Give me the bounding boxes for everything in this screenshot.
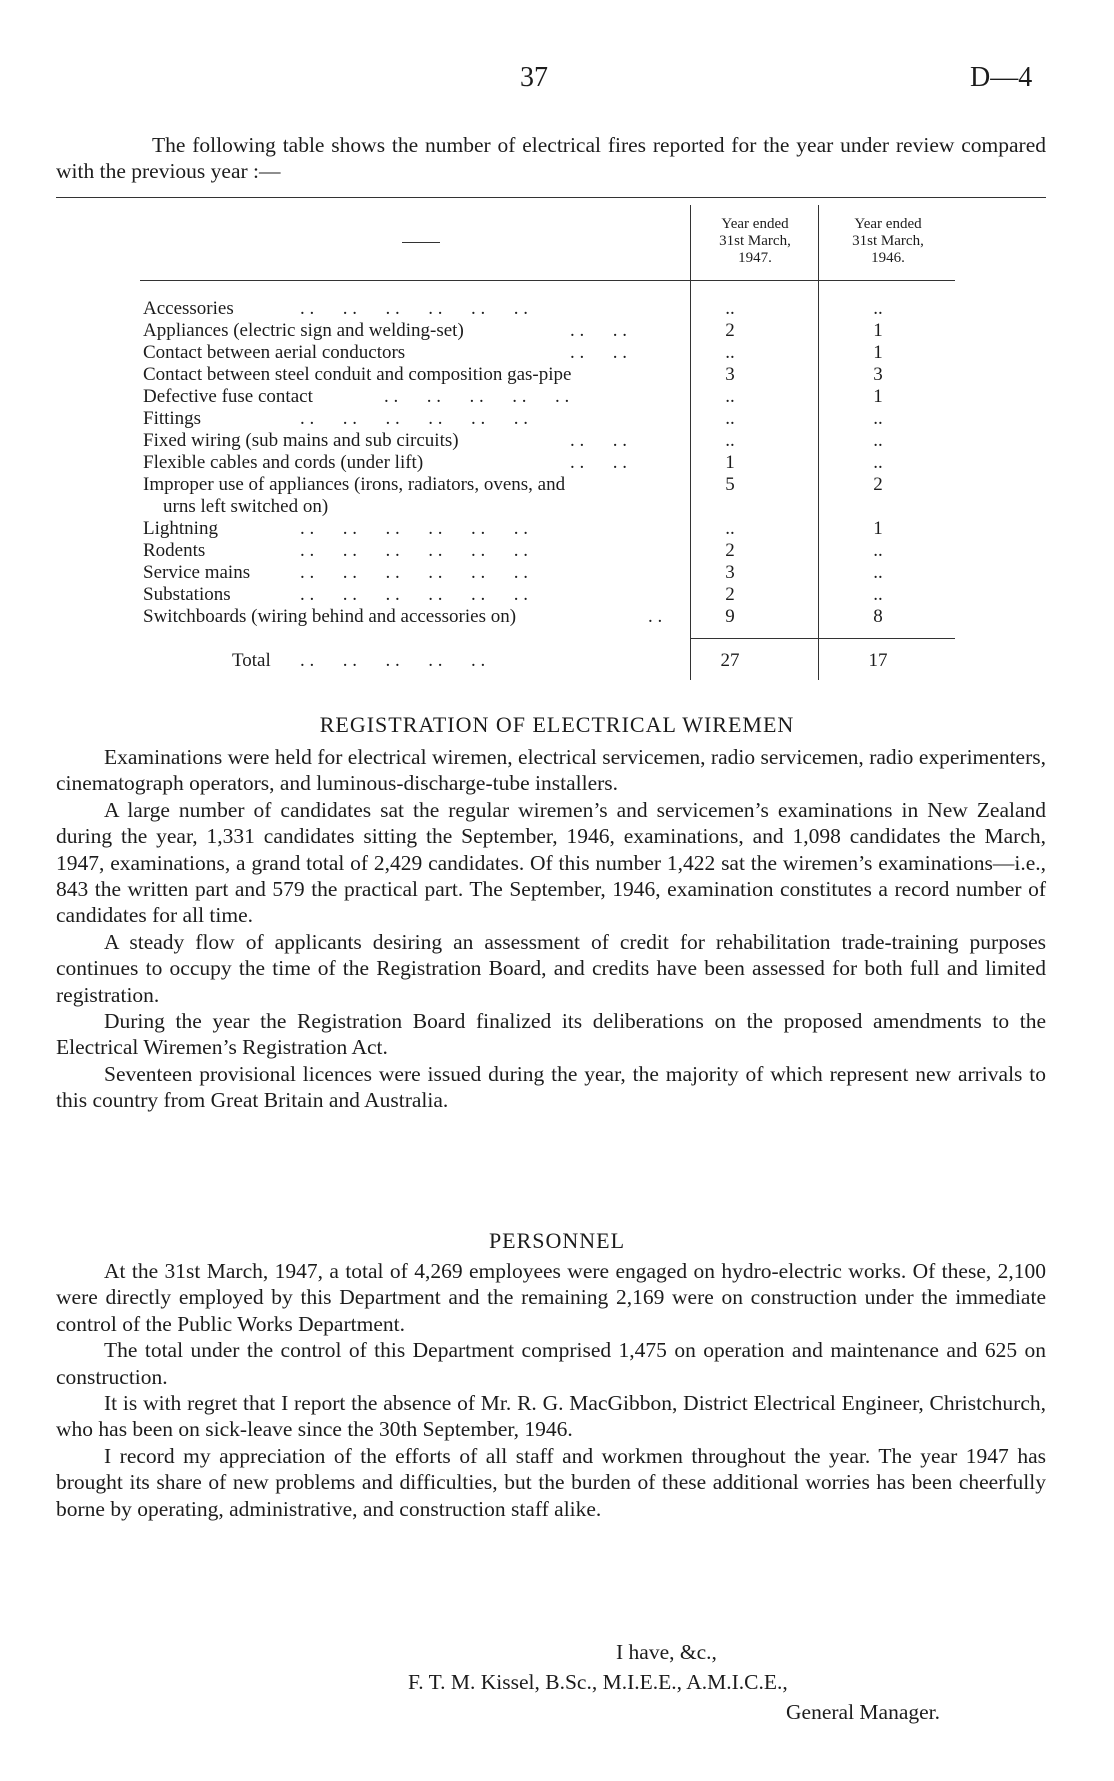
value-1946: 1: [873, 518, 883, 539]
row-label: Accessories: [143, 298, 234, 319]
value-1946: 2: [873, 474, 883, 495]
signatory-title: General Manager.: [786, 1700, 941, 1724]
row-label: Contact between steel conduit and composition gas-pipe: [143, 364, 572, 385]
value-1946: ..: [873, 408, 883, 429]
table-row: [0, 606, 1114, 628]
value-1947: 2: [725, 320, 735, 341]
row-label: Flexible cables and cords (under lift): [143, 452, 424, 473]
row-label: Fittings: [143, 408, 202, 429]
registration-heading: REGISTRATION OF ELECTRICAL WIREMEN: [319, 712, 795, 737]
paragraph: A large number of candidates sat the regular wiremen’s and servicemen’s examinations in New Zealand during the year, 1,331 candidates sitting the September, 1946, examinations, and 1,098 candidates the March, 1947, examinations, a grand total of 2,429 candidates. Of this number 1,422 sat the wiremen’s examinations—i.e., 843 the written part and 579 the practical part. The September, 1946, examination constitutes a record number of candidates for all time.: [56, 797, 1046, 928]
total-1947: 27: [720, 650, 740, 671]
page-number: 37: [520, 62, 548, 93]
table-row: [0, 430, 1114, 452]
row-label: Fixed wiring (sub mains and sub circuits): [143, 430, 459, 451]
value-1947: ..: [725, 298, 735, 319]
column-header-1946: [820, 216, 956, 267]
table-intro-text: The following table shows the number of electrical fires reported for the year under review compared with the previous year :—: [56, 133, 1046, 183]
leader-dots: . . . .: [570, 320, 627, 341]
column-header-line: 31st March,: [719, 233, 791, 249]
value-1946: ..: [873, 430, 883, 451]
value-1946: ..: [873, 584, 883, 605]
leader-dots: . . . . . . . . . .: [384, 386, 570, 407]
leader-dots: . . . . . . . . . . . .: [300, 584, 528, 605]
value-1946: 1: [873, 342, 883, 363]
table-row: [0, 408, 1114, 430]
row-label: Service mains: [143, 562, 251, 583]
table-row: [0, 540, 1114, 562]
value-1946: 1: [873, 320, 883, 341]
paragraph: A steady flow of applicants desiring an assessment of credit for rehabilitation trade-training purposes continues to occupy the time of the Registration Board, and credits have been assessed for both full and limited registration.: [56, 929, 1046, 1007]
value-1946: ..: [873, 540, 883, 561]
registration-body: [56, 744, 1046, 1114]
value-1947: ..: [725, 518, 735, 539]
row-label: Appliances (electric sign and welding-set): [143, 320, 464, 341]
value-1946: 3: [873, 364, 883, 385]
value-1946: ..: [873, 298, 883, 319]
value-1947: 2: [725, 584, 735, 605]
column-header-line: Year ended: [721, 216, 789, 232]
table-total-rule: [690, 638, 955, 639]
salutation: I have, &c.,: [616, 1640, 717, 1664]
paragraph: Seventeen provisional licences were issued during the year, the majority of which represent new arrivals to this country from Great Britain and Australia.: [56, 1061, 1046, 1113]
leader-dots: . . . . . . . . . .: [300, 650, 486, 671]
table-row: [0, 496, 1114, 518]
table-row: [0, 452, 1114, 474]
row-label: Contact between aerial conductors: [143, 342, 406, 363]
document-reference: D—4: [970, 62, 1033, 93]
column-header-line: Year ended: [854, 216, 922, 232]
row-label: Defective fuse contact: [143, 386, 313, 407]
table-total-row: [0, 650, 1114, 672]
table-row: [0, 562, 1114, 584]
row-label: Switchboards (wiring behind and accessories on): [143, 606, 517, 627]
table-row: [0, 584, 1114, 606]
table-row: [0, 320, 1114, 342]
value-1947: ..: [725, 430, 735, 451]
value-1947: 5: [725, 474, 735, 495]
table-row: [0, 386, 1114, 408]
table-row: [0, 364, 1114, 386]
value-1947: 1: [725, 452, 735, 473]
value-1947: ..: [725, 408, 735, 429]
table-row: [0, 342, 1114, 364]
row-label: Lightning: [143, 518, 218, 539]
personnel-heading: PERSONNEL: [488, 1228, 626, 1253]
leader-dots: . . . . . . . . . . . .: [300, 518, 528, 539]
value-1947: 2: [725, 540, 735, 561]
row-label: Substations: [143, 584, 231, 605]
table-row: [0, 518, 1114, 540]
leader-dots: . . . . . . . . . . . .: [300, 562, 528, 583]
leader-dots: . . . . . . . . . . . .: [300, 540, 528, 561]
row-label: Improper use of appliances (irons, radiators, ovens, and: [143, 474, 566, 495]
table-row: [0, 298, 1114, 320]
column-header-line: 1947.: [738, 250, 772, 266]
paragraph: During the year the Registration Board finalized its deliberations on the proposed amendments to the Electrical Wiremen’s Registration Act.: [56, 1009, 1046, 1060]
value-1947: ..: [725, 386, 735, 407]
leader-dots: . . . .: [570, 430, 627, 451]
table-header-rule: [140, 280, 955, 281]
value-1947: 3: [725, 364, 735, 385]
column-header-line: 1946.: [871, 250, 905, 266]
paragraph: It is with regret that I report the absence of Mr. R. G. MacGibbon, District Electrical Engineer, Christchurch, who has been on sick-leave since the 30th September, 1946.: [56, 1391, 1046, 1442]
column-header-1947: [692, 216, 818, 267]
value-1946: 1: [873, 386, 883, 407]
value-1946: 8: [873, 606, 883, 627]
personnel-body: [56, 1258, 1046, 1522]
table-row: [0, 474, 1114, 496]
total-1946: 17: [868, 650, 888, 671]
signature: F. T. M. Kissel, B.Sc., M.I.E.E., A.M.I.C.E.,: [408, 1670, 788, 1694]
value-1947: ..: [725, 342, 735, 363]
leader-dots: . . . . . . . . . . . .: [300, 298, 528, 319]
leader-dots: . . . . . . . . . . . .: [300, 408, 528, 429]
paragraph: The total under the control of this Department comprised 1,475 on operation and maintenance and 625 on construction.: [56, 1338, 1046, 1389]
value-1946: ..: [873, 562, 883, 583]
row-label: Rodents: [143, 540, 206, 561]
stub-header-dash: [402, 242, 440, 243]
leader-dots: . . . .: [570, 452, 627, 473]
leader-dots: . .: [648, 606, 663, 627]
paragraph: At the 31st March, 1947, a total of 4,269 employees were engaged on hydro-electric works. Of these, 2,100 were directly employed by this Department and the remaining 2,169 were on construction under the immediate control of the Public Works Department.: [56, 1259, 1046, 1336]
value-1947: 3: [725, 562, 735, 583]
paragraph: Examinations were held for electrical wiremen, electrical servicemen, radio servicemen, radio experimenters, cinematograph operators, and luminous-discharge-tube installers.: [56, 745, 1046, 796]
paragraph: I record my appreciation of the efforts of all staff and workmen throughout the year. The year 1947 has brought its share of new problems and difficulties, but the burden of these additional worries has been cheerfully borne by operating, administrative, and construction staff alike.: [56, 1443, 1046, 1521]
column-header-line: 31st March,: [852, 233, 924, 249]
leader-dots: . . . .: [570, 342, 627, 363]
row-label: urns left switched on): [163, 496, 329, 517]
table-top-rule: [56, 197, 1046, 198]
total-label: Total: [232, 650, 271, 671]
value-1946: ..: [873, 452, 883, 473]
value-1947: 9: [725, 606, 735, 627]
